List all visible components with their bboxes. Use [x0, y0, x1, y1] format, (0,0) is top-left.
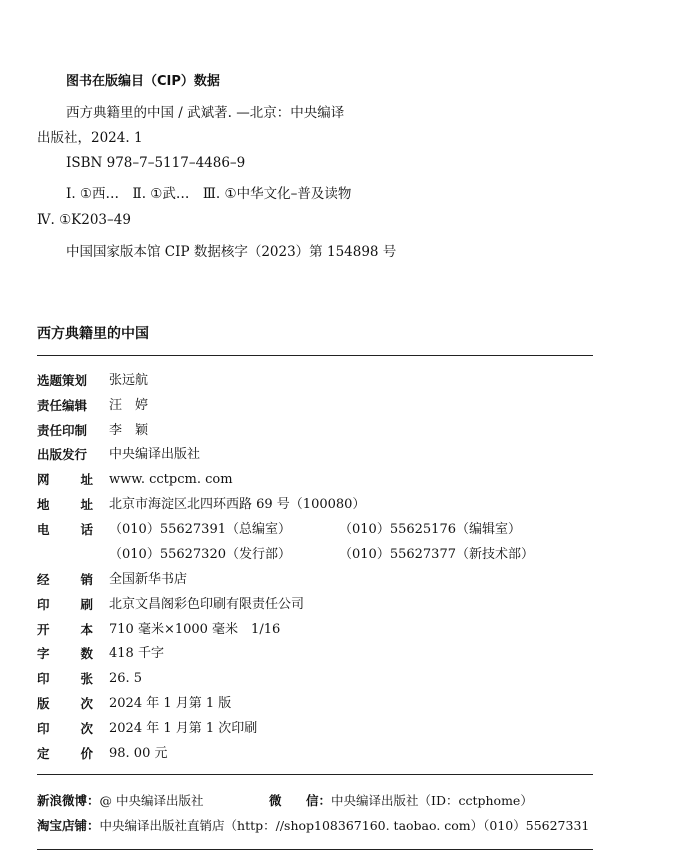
info-label-part: 次	[80, 721, 93, 736]
info-label-part: 网	[37, 472, 50, 487]
info-value: 2024 年 1 月第 1 次印刷	[109, 721, 258, 736]
cip-publisher-line: 出版社，2024. 1	[37, 130, 143, 146]
info-label	[37, 496, 93, 514]
phone-new-technology-dept: （010）55627377（新技术部）	[339, 547, 534, 562]
info-value: 26. 5	[109, 671, 143, 686]
cip-isbn-line: ISBN 978–7–5117–4486–9	[66, 155, 246, 171]
phone-general-office: （010）55627391（总编室）	[109, 522, 291, 537]
info-label	[37, 720, 93, 738]
footer-row-social	[37, 792, 533, 812]
info-label	[37, 670, 93, 688]
info-label-part: 印	[37, 671, 50, 686]
info-label-part: 张	[80, 671, 93, 686]
cip-record-number-line: 中国国家版本馆 CIP 数据核字（2023）第 154898 号	[66, 244, 397, 260]
info-label-part: 销	[80, 572, 93, 587]
info-label-part: 数	[80, 646, 93, 661]
info-label-part: 次	[80, 696, 93, 711]
book-title: 西方典籍里的中国	[37, 326, 149, 342]
info-value: 北京市海淀区北四环西路 69 号（100080）	[109, 497, 366, 512]
info-label	[37, 645, 93, 663]
info-label-part: 地	[37, 497, 50, 512]
divider-top	[37, 355, 593, 356]
info-label-part: 电	[37, 522, 50, 537]
info-label: 责任印制	[37, 423, 88, 438]
weixin-label-part: 信：	[305, 793, 331, 808]
info-value: 汪 婷	[109, 398, 149, 413]
info-label-part: 价	[80, 746, 93, 761]
info-label: 出版发行	[37, 447, 88, 462]
info-label	[37, 471, 93, 489]
divider-bottom	[37, 849, 593, 850]
taobao-value: 中央编译出版社直销店（http：//shop108367160. taobao. com）（010）55627331	[99, 818, 590, 833]
info-value: www. cctpcm. com	[109, 472, 233, 487]
info-label: 责任编辑	[37, 398, 88, 413]
info-label-part: 版	[37, 696, 50, 711]
footer-row-taobao	[37, 817, 589, 837]
info-label	[37, 621, 93, 639]
info-label-part: 刷	[80, 597, 93, 612]
info-label-part: 本	[80, 622, 93, 637]
weixin-label-part: 微	[269, 793, 282, 808]
info-label	[37, 571, 93, 589]
phone-distribution-dept: （010）55627320（发行部）	[109, 547, 291, 562]
info-label-part: 开	[37, 622, 50, 637]
info-value: 中央编译出版社	[109, 447, 201, 462]
cip-classification-line: Ⅳ. ①K203–49	[37, 212, 131, 228]
weixin-value: 中央编译出版社（ID：cctphome）	[331, 793, 533, 808]
cip-heading: 图书在版编目（CIP）数据	[66, 74, 220, 89]
cip-subject-line: Ⅰ. ①西… Ⅱ. ①武… Ⅲ. ①中华文化–普及读物	[66, 186, 352, 202]
info-label	[37, 596, 93, 614]
cip-title-author-line: 西方典籍里的中国 / 武斌著. —北京：中央编译	[66, 105, 345, 121]
info-value: 2024 年 1 月第 1 版	[109, 696, 232, 711]
phone-editorial-office: （010）55625176（编辑室）	[339, 522, 521, 537]
info-label	[37, 695, 93, 713]
info-label-part: 字	[37, 646, 50, 661]
divider-middle	[37, 774, 593, 775]
info-label-part: 定	[37, 746, 50, 761]
info-value: 98. 00 元	[109, 746, 168, 761]
info-value: 张远航	[109, 373, 149, 388]
weixin-label	[269, 792, 331, 810]
info-value: 北京文昌阁彩色印刷有限责任公司	[109, 597, 305, 612]
info-label-part: 经	[37, 572, 50, 587]
weibo-label: 新浪微博：	[37, 793, 100, 808]
info-label-part: 印	[37, 597, 50, 612]
info-value: 全国新华书店	[109, 572, 188, 587]
info-label-part: 印	[37, 721, 50, 736]
info-value: 710 毫米×1000 毫米 1/16	[109, 622, 281, 637]
info-value: 418 千字	[109, 646, 164, 661]
info-label-part: 址	[80, 497, 93, 512]
info-value: 李 颖	[109, 423, 149, 438]
info-label: 选题策划	[37, 373, 88, 388]
info-label	[37, 521, 93, 539]
info-label-part: 址	[80, 472, 93, 487]
taobao-label: 淘宝店铺：	[37, 818, 100, 833]
info-label	[37, 745, 93, 763]
info-label-part: 话	[80, 522, 93, 537]
weibo-value: @ 中央编译出版社	[99, 793, 204, 808]
